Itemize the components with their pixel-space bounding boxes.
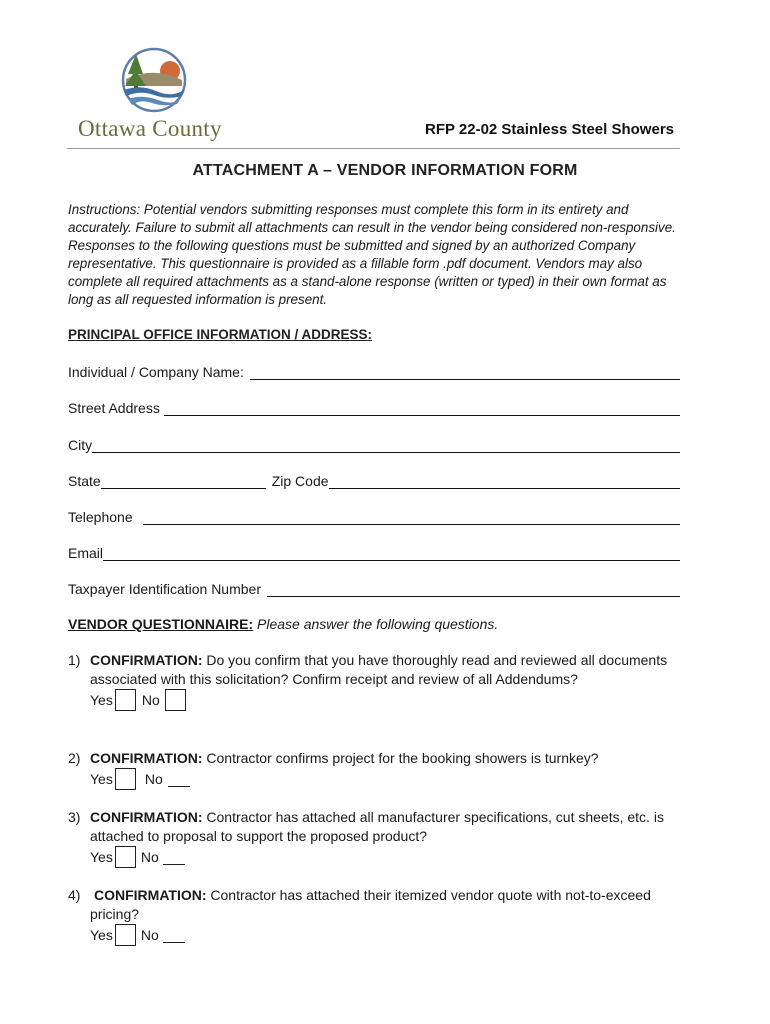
telephone-field[interactable] (143, 510, 680, 525)
yes-checkbox[interactable] (115, 768, 136, 790)
yes-no-row (90, 690, 680, 710)
zip-code-label: Zip Code (271, 473, 329, 489)
street-address-row (68, 398, 680, 416)
no-label: No (141, 691, 160, 708)
company-name-field[interactable] (250, 365, 680, 380)
no-label: No (140, 848, 159, 865)
street-address-label: Street Address (68, 400, 160, 416)
yes-no-row (90, 769, 680, 789)
header-divider (67, 148, 680, 149)
tin-row (68, 579, 680, 597)
question-number: 2) (68, 750, 81, 766)
city-label: City (68, 437, 93, 453)
street-address-field[interactable] (164, 401, 680, 416)
state-label: State (68, 473, 101, 489)
email-label: Email (68, 545, 104, 561)
yes-no-row (90, 925, 680, 945)
city-field[interactable] (92, 438, 680, 453)
company-name-row (68, 362, 680, 380)
question-text: Contractor has attached their itemized vendor quote with not-to-exceed pricing? (90, 887, 651, 922)
no-blank-field[interactable] (163, 850, 185, 865)
no-checkbox[interactable] (165, 689, 186, 711)
confirmation-label: CONFIRMATION: (94, 887, 207, 903)
tin-label: Taxpayer Identification Number (68, 581, 261, 597)
question-number: 1) (68, 652, 81, 668)
no-blank-field[interactable] (163, 928, 185, 943)
tin-field[interactable] (267, 582, 680, 597)
question-text: Contractor confirms project for the booking showers is turnkey? (206, 750, 599, 766)
question-number: 4) (68, 887, 81, 903)
yes-label: Yes (90, 770, 113, 787)
yes-checkbox[interactable] (115, 689, 136, 711)
state-zip-row (68, 471, 680, 489)
questionnaire-title: VENDOR QUESTIONNAIRE: (68, 616, 254, 632)
yes-label: Yes (90, 848, 113, 865)
rfp-title: RFP 22-02 Stainless Steel Showers (425, 121, 675, 138)
confirmation-label: CONFIRMATION: (90, 750, 203, 766)
no-label: No (144, 770, 163, 787)
email-field[interactable] (103, 546, 680, 561)
instructions-text: Instructions: Potential vendors submitting responses must complete this form in its entirety and accurately. Failure to submit all attachments can result in the vendor being considered non-responsive. Responses to the following questions must be submitted and signed by an authorized Company representative. This questionnaire is provided as a fillable form .pdf document. Vendors may also complete all required attachments as a stand-alone response (written or typed) in their own format as long as all requested information is present. (68, 202, 676, 307)
logo-text: Ottawa County (78, 116, 222, 141)
telephone-row (68, 507, 680, 525)
questionnaire-subtitle: Please answer the following questions. (257, 616, 499, 632)
yes-label: Yes (90, 691, 113, 708)
no-label: No (140, 926, 159, 943)
telephone-label: Telephone (68, 509, 133, 525)
question-text: Do you confirm that you have thoroughly read and reviewed all documents associated with this solicitation? Confirm receipt and review of all Addendums? (90, 652, 668, 687)
principal-office-heading: PRINCIPAL OFFICE INFORMATION / ADDRESS: (68, 327, 373, 342)
confirmation-label: CONFIRMATION: (90, 652, 203, 668)
page-title: ATTACHMENT A – VENDOR INFORMATION FORM (192, 162, 578, 179)
yes-no-row (90, 847, 680, 867)
yes-label: Yes (90, 926, 113, 943)
no-blank-field[interactable] (168, 772, 190, 787)
zip-code-field[interactable] (329, 474, 680, 489)
question-text: Contractor has attached all manufacturer specifications, cut sheets, etc. is attached to proposal to support the proposed product? (90, 809, 664, 844)
yes-checkbox[interactable] (115, 924, 136, 946)
question-number: 3) (68, 809, 81, 825)
yes-checkbox[interactable] (115, 846, 136, 868)
state-field[interactable] (101, 474, 266, 489)
city-row (68, 435, 680, 453)
company-name-label: Individual / Company Name: (68, 364, 244, 380)
vendor-questionnaire-heading (68, 616, 498, 632)
email-row (68, 543, 680, 561)
confirmation-label: CONFIRMATION: (90, 809, 203, 825)
